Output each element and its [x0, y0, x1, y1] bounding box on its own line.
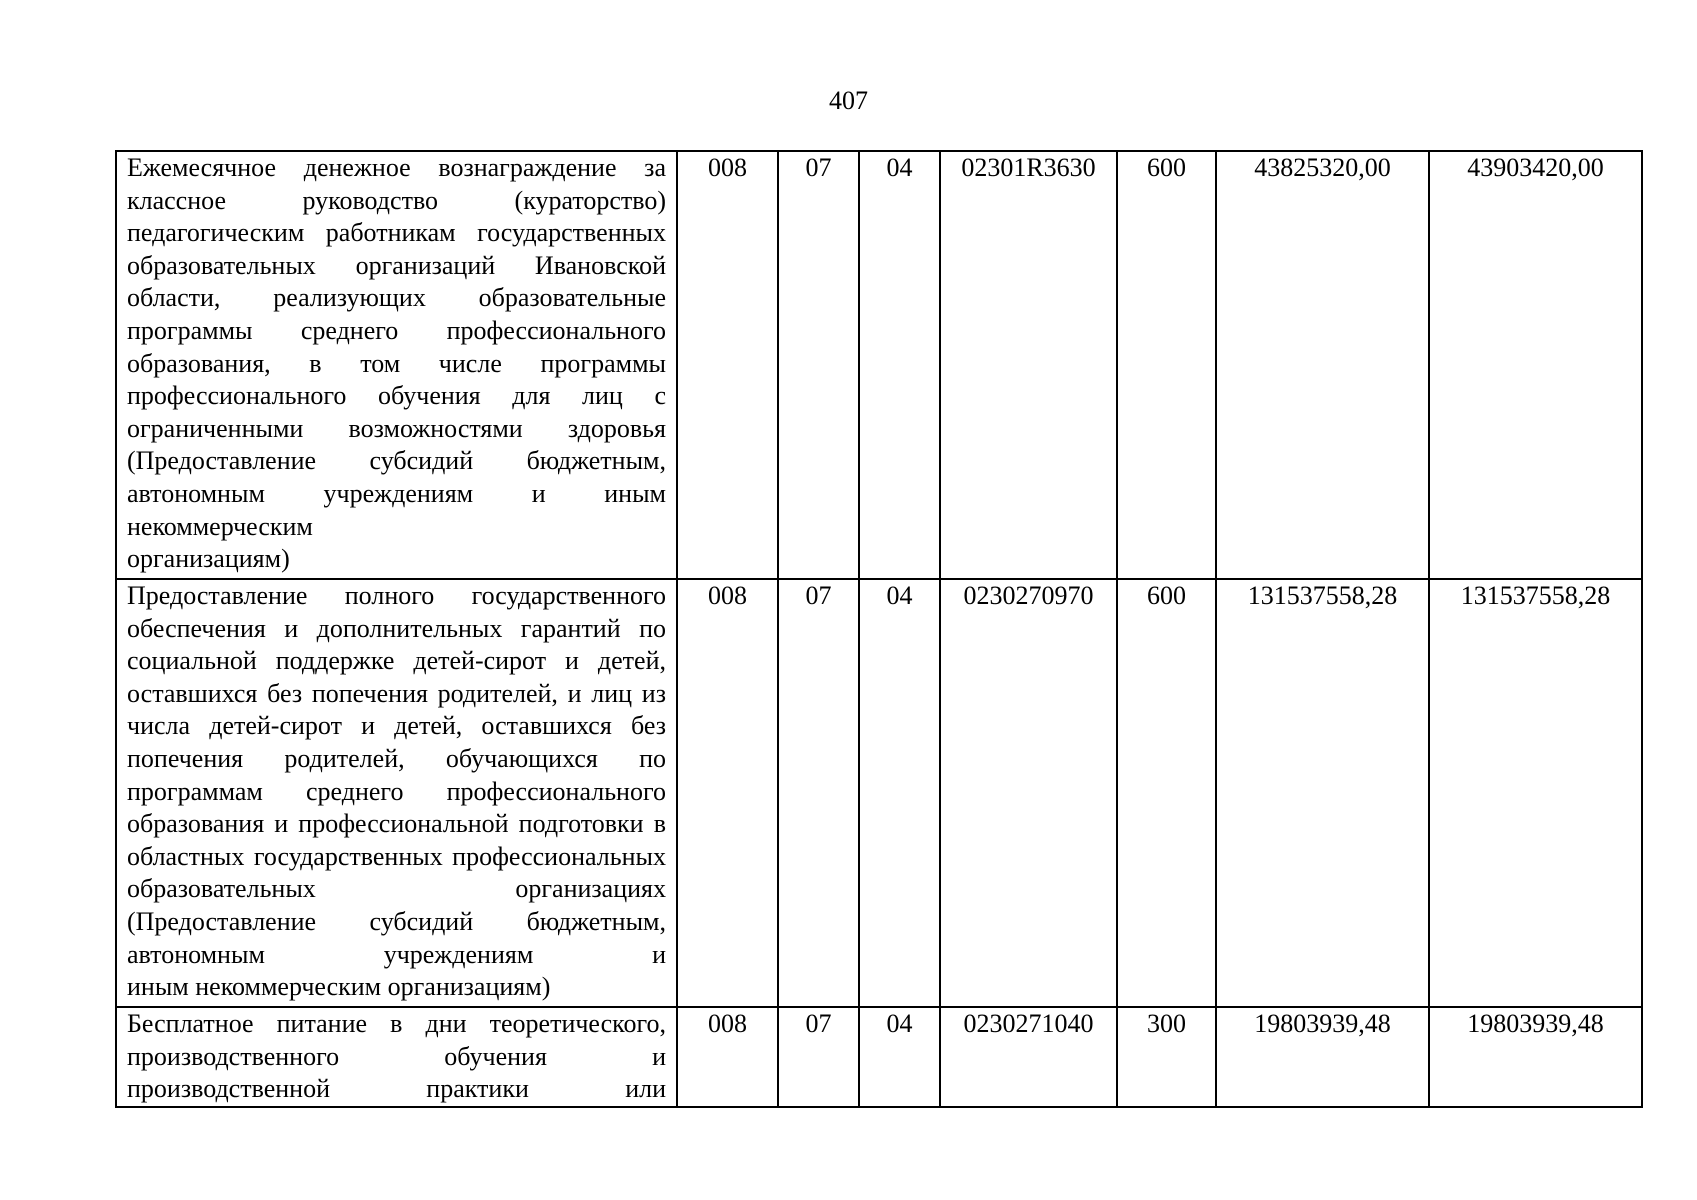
subsection-code: 04 [859, 579, 940, 1007]
subsection-code: 04 [859, 151, 940, 579]
row-description [116, 579, 677, 1007]
section-code: 07 [778, 151, 859, 579]
amount-year-1: 43825320,00 [1216, 151, 1429, 579]
page-number: 407 [829, 86, 868, 115]
subsection-code: 04 [859, 1007, 940, 1107]
amount-year-2: 43903420,00 [1429, 151, 1642, 579]
row-description [116, 151, 677, 579]
amount-year-1: 19803939,48 [1216, 1007, 1429, 1107]
table-row [116, 151, 1642, 579]
section-code: 07 [778, 579, 859, 1007]
target-article-code: 02301R3630 [940, 151, 1117, 579]
amount-year-1: 131537558,28 [1216, 579, 1429, 1007]
row-description-body: Бесплатное питание в дни теоретического, производственного обучения и производственной практики или [127, 1009, 666, 1104]
expense-type-code: 300 [1117, 1007, 1216, 1107]
row-description-tail: организациям) [127, 544, 290, 574]
row-description-body: Предоставление полного государственного обеспечения и дополнительных гарантий по социальной поддержке детей-сирот и детей, оставшихся без попечения родителей, и лиц из числа детей-сирот и детей, оставшихся без попечения родителей, обучающихся по программам среднего профессионального образования и профессиональной подготовки в областных государственных профессиональных образовательных организациях (Предоставление субсидий бюджетным, автономным учреждениям и [127, 581, 666, 969]
row-description-body: Ежемесячное денежное вознаграждение за классное руководство (кураторство) педагогическим работникам государственных образовательных организаций Ивановской области, реализующих образовательные программы среднего профессионального образования, в том числе программы профессионального обучения для лиц с ограниченными возможностями здоровья (Предоставление субсидий бюджетным, автономным учреждениям и иным некоммерческим [127, 153, 666, 541]
expense-type-code: 600 [1117, 151, 1216, 579]
target-article-code: 0230271040 [940, 1007, 1117, 1107]
target-article-code: 0230270970 [940, 579, 1117, 1007]
row-description-tail: иным некоммерческим организациям) [127, 972, 551, 1002]
amount-year-2: 131537558,28 [1429, 579, 1642, 1007]
amount-year-2: 19803939,48 [1429, 1007, 1642, 1107]
table-row [116, 579, 1642, 1007]
table-row [116, 1007, 1642, 1107]
ministry-code: 008 [677, 151, 778, 579]
ministry-code: 008 [677, 1007, 778, 1107]
expense-type-code: 600 [1117, 579, 1216, 1007]
ministry-code: 008 [677, 579, 778, 1007]
budget-table [115, 150, 1643, 1108]
row-description [116, 1007, 677, 1107]
section-code: 07 [778, 1007, 859, 1107]
